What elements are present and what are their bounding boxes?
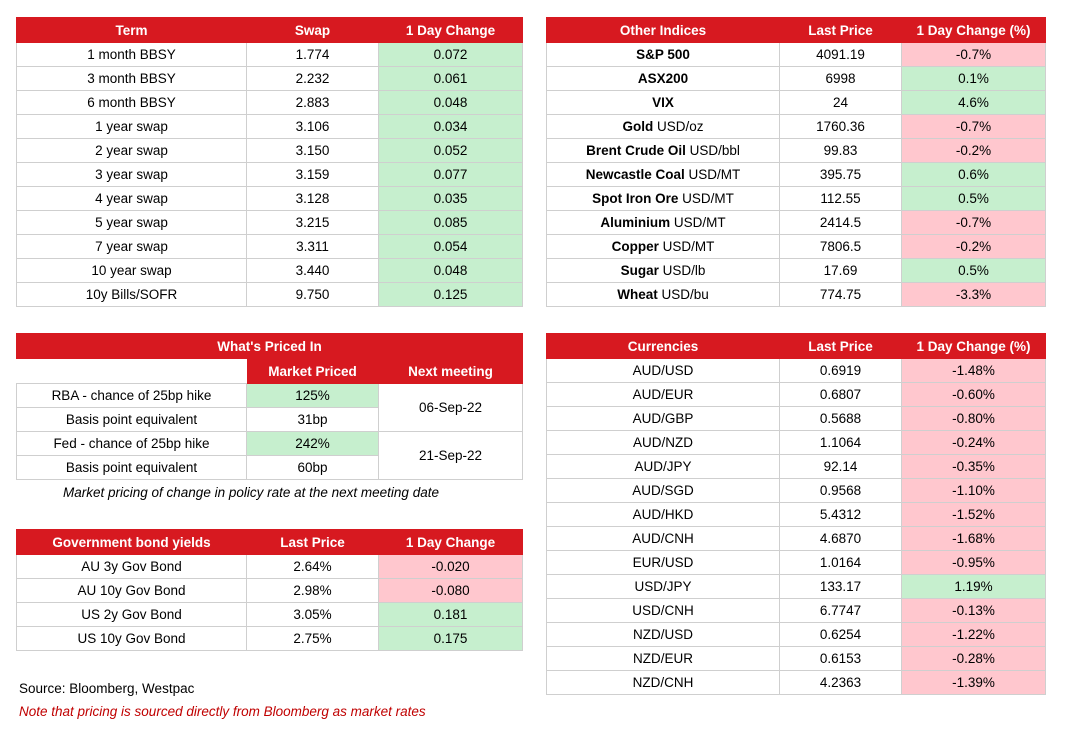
priced-label: RBA - chance of 25bp hike [17, 384, 247, 408]
change-cell: -1.52% [902, 503, 1046, 527]
index-name: VIX [652, 95, 674, 110]
index-name: ASX200 [637, 71, 689, 86]
price-cell: 4091.19 [780, 43, 902, 67]
change-cell: 0.052 [379, 139, 523, 163]
table-row [547, 67, 1046, 91]
change-cell: 0.125 [379, 283, 523, 307]
swap-cell: 2.232 [247, 67, 379, 91]
table-row [17, 115, 523, 139]
currency-pair-cell: USD/CNH [547, 599, 780, 623]
index-unit: USD/lb [658, 263, 706, 278]
header-change: 1 Day Change [379, 530, 523, 555]
next-meeting-date: 06-Sep-22 [379, 384, 523, 432]
change-cell: 0.1% [902, 67, 1046, 91]
header-market-priced: Market Priced [247, 359, 379, 384]
price-cell: 0.6254 [780, 623, 902, 647]
currencies-table [546, 333, 1046, 695]
price-cell: 7806.5 [780, 235, 902, 259]
price-cell: 0.5688 [780, 407, 902, 431]
table-row [547, 163, 1046, 187]
index-name-cell [547, 115, 780, 139]
change-cell: 0.5% [902, 259, 1046, 283]
change-cell: -0.020 [379, 555, 523, 579]
index-name-cell [547, 139, 780, 163]
price-cell: 0.6919 [780, 359, 902, 383]
change-cell: 0.5% [902, 187, 1046, 211]
table-row [17, 67, 523, 91]
index-unit: USD/MT [678, 191, 734, 206]
change-cell: -1.48% [902, 359, 1046, 383]
table-row [547, 383, 1046, 407]
price-cell: 2.75% [247, 627, 379, 651]
table-row [17, 139, 523, 163]
change-cell: -3.3% [902, 283, 1046, 307]
change-cell: 0.181 [379, 603, 523, 627]
swap-cell: 3.311 [247, 235, 379, 259]
price-cell: 4.2363 [780, 671, 902, 695]
header-change: 1 Day Change [379, 18, 523, 43]
change-cell: 0.048 [379, 91, 523, 115]
index-name: Brent Crude Oil [586, 143, 686, 158]
change-cell: -1.68% [902, 527, 1046, 551]
index-name-cell [547, 91, 780, 115]
indices-header-row [547, 18, 1046, 43]
table-row [17, 259, 523, 283]
change-cell: 0.072 [379, 43, 523, 67]
change-cell: 4.6% [902, 91, 1046, 115]
government-bond-yields-table [16, 529, 523, 651]
price-cell: 24 [780, 91, 902, 115]
swap-cell: 2.883 [247, 91, 379, 115]
change-cell: -1.10% [902, 479, 1046, 503]
header-next-meeting: Next meeting [379, 359, 523, 384]
currency-pair-cell: AUD/CNH [547, 527, 780, 551]
index-name-cell [547, 235, 780, 259]
currency-pair-cell: AUD/USD [547, 359, 780, 383]
table-row [547, 259, 1046, 283]
header-last-price: Last Price [780, 18, 902, 43]
table-row [17, 384, 523, 408]
price-cell: 0.9568 [780, 479, 902, 503]
table-row [17, 211, 523, 235]
term-cell: 1 month BBSY [17, 43, 247, 67]
term-cell: 2 year swap [17, 139, 247, 163]
table-row [547, 647, 1046, 671]
bond-name-cell: AU 10y Gov Bond [17, 579, 247, 603]
term-cell: 10y Bills/SOFR [17, 283, 247, 307]
index-name: Newcastle Coal [585, 167, 685, 182]
price-cell: 133.17 [780, 575, 902, 599]
priced-label: Basis point equivalent [17, 408, 247, 432]
term-cell: 1 year swap [17, 115, 247, 139]
table-row [547, 623, 1046, 647]
change-cell: -0.7% [902, 211, 1046, 235]
term-cell: 3 month BBSY [17, 67, 247, 91]
change-cell: -0.2% [902, 139, 1046, 163]
price-cell: 395.75 [780, 163, 902, 187]
header-government-bond-yields: Government bond yields [17, 530, 247, 555]
term-cell: 7 year swap [17, 235, 247, 259]
currency-pair-cell: NZD/USD [547, 623, 780, 647]
table-row [17, 187, 523, 211]
index-name-cell [547, 259, 780, 283]
change-cell: 0.6% [902, 163, 1046, 187]
index-unit: USD/bu [657, 287, 709, 302]
currency-pair-cell: EUR/USD [547, 551, 780, 575]
table-row [547, 479, 1046, 503]
change-cell: -0.13% [902, 599, 1046, 623]
table-row [547, 527, 1046, 551]
table-row [17, 579, 523, 603]
header-last-price: Last Price [780, 334, 902, 359]
priced-value: 125% [247, 384, 379, 408]
price-cell: 4.6870 [780, 527, 902, 551]
header-term: Term [17, 18, 247, 43]
index-name-cell [547, 67, 780, 91]
price-cell: 2.98% [247, 579, 379, 603]
swap-cell: 3.128 [247, 187, 379, 211]
table-row [547, 43, 1046, 67]
swap-cell: 3.150 [247, 139, 379, 163]
table-row [547, 551, 1046, 575]
table-row [547, 139, 1046, 163]
price-cell: 17.69 [780, 259, 902, 283]
table-row [547, 503, 1046, 527]
priced-in-title: What's Priced In [17, 334, 523, 359]
term-cell: 5 year swap [17, 211, 247, 235]
table-row [17, 603, 523, 627]
table-row [17, 555, 523, 579]
currency-pair-cell: USD/JPY [547, 575, 780, 599]
price-cell: 0.6153 [780, 647, 902, 671]
priced-in-caption: Market pricing of change in policy rate at the next meeting date [63, 485, 439, 500]
price-cell: 1760.36 [780, 115, 902, 139]
change-cell: -1.22% [902, 623, 1046, 647]
bonds-header-row [17, 530, 523, 555]
header-currencies: Currencies [547, 334, 780, 359]
change-cell: -0.60% [902, 383, 1046, 407]
other-indices-table [546, 17, 1046, 307]
table-row [17, 163, 523, 187]
price-cell: 1.0164 [780, 551, 902, 575]
price-cell: 99.83 [780, 139, 902, 163]
table-row [17, 43, 523, 67]
pricing-note: Note that pricing is sourced directly from Bloomberg as market rates [19, 704, 426, 719]
header-change-pct: 1 Day Change (%) [902, 334, 1046, 359]
swap-cell: 1.774 [247, 43, 379, 67]
index-name: S&P 500 [636, 47, 690, 62]
currency-pair-cell: AUD/GBP [547, 407, 780, 431]
index-name: Copper [611, 239, 659, 254]
change-cell: -1.39% [902, 671, 1046, 695]
index-name: Wheat [617, 287, 658, 302]
change-cell: 1.19% [902, 575, 1046, 599]
header-other-indices: Other Indices [547, 18, 780, 43]
index-name-cell [547, 283, 780, 307]
term-cell: 10 year swap [17, 259, 247, 283]
index-name-cell [547, 211, 780, 235]
swap-table [16, 17, 523, 307]
currency-pair-cell: AUD/JPY [547, 455, 780, 479]
index-unit: USD/bbl [685, 143, 740, 158]
priced-label: Fed - chance of 25bp hike [17, 432, 247, 456]
index-name: Spot Iron Ore [592, 191, 679, 206]
currency-pair-cell: AUD/SGD [547, 479, 780, 503]
change-cell: -0.2% [902, 235, 1046, 259]
change-cell: -0.28% [902, 647, 1046, 671]
table-row [547, 575, 1046, 599]
price-cell: 6998 [780, 67, 902, 91]
bond-name-cell: AU 3y Gov Bond [17, 555, 247, 579]
index-name: Sugar [620, 263, 659, 278]
term-cell: 6 month BBSY [17, 91, 247, 115]
change-cell: -0.24% [902, 431, 1046, 455]
term-cell: 3 year swap [17, 163, 247, 187]
table-row [17, 283, 523, 307]
change-cell: 0.077 [379, 163, 523, 187]
whats-priced-in-table [16, 333, 523, 480]
index-name-cell [547, 163, 780, 187]
priced-in-blank-header [17, 359, 247, 384]
price-cell: 774.75 [780, 283, 902, 307]
table-row [547, 283, 1046, 307]
change-cell: 0.054 [379, 235, 523, 259]
table-row [547, 359, 1046, 383]
change-cell: 0.085 [379, 211, 523, 235]
change-cell: -0.80% [902, 407, 1046, 431]
table-row [17, 627, 523, 651]
price-cell: 2414.5 [780, 211, 902, 235]
currency-pair-cell: AUD/HKD [547, 503, 780, 527]
table-row [547, 671, 1046, 695]
table-row [17, 235, 523, 259]
change-cell: 0.034 [379, 115, 523, 139]
index-name: Gold [622, 119, 654, 134]
price-cell: 92.14 [780, 455, 902, 479]
source-text: Source: Bloomberg, Westpac [19, 681, 195, 696]
header-change-pct: 1 Day Change (%) [902, 18, 1046, 43]
change-cell: 0.048 [379, 259, 523, 283]
index-unit: USD/MT [658, 239, 715, 254]
table-row [547, 431, 1046, 455]
priced-value: 242% [247, 432, 379, 456]
priced-value: 31bp [247, 408, 379, 432]
next-meeting-date: 21-Sep-22 [379, 432, 523, 480]
table-row [547, 455, 1046, 479]
priced-label: Basis point equivalent [17, 456, 247, 480]
price-cell: 112.55 [780, 187, 902, 211]
swap-cell: 3.215 [247, 211, 379, 235]
table-row [547, 187, 1046, 211]
price-cell: 3.05% [247, 603, 379, 627]
change-cell: -0.95% [902, 551, 1046, 575]
table-row [547, 211, 1046, 235]
change-cell: -0.7% [902, 115, 1046, 139]
index-unit: USD/MT [670, 215, 726, 230]
change-cell: 0.175 [379, 627, 523, 651]
table-row [547, 115, 1046, 139]
table-row [547, 407, 1046, 431]
swap-cell: 3.106 [247, 115, 379, 139]
priced-value: 60bp [247, 456, 379, 480]
currencies-header-row [547, 334, 1046, 359]
change-cell: -0.080 [379, 579, 523, 603]
price-cell: 6.7747 [780, 599, 902, 623]
currency-pair-cell: NZD/EUR [547, 647, 780, 671]
table-row [547, 235, 1046, 259]
table-row [547, 91, 1046, 115]
currency-pair-cell: AUD/NZD [547, 431, 780, 455]
currency-pair-cell: NZD/CNH [547, 671, 780, 695]
index-name-cell [547, 187, 780, 211]
price-cell: 1.1064 [780, 431, 902, 455]
change-cell: -0.35% [902, 455, 1046, 479]
table-row [17, 432, 523, 456]
table-row [17, 91, 523, 115]
index-unit: USD/MT [684, 167, 741, 182]
price-cell: 0.6807 [780, 383, 902, 407]
swap-cell: 3.159 [247, 163, 379, 187]
change-cell: -0.7% [902, 43, 1046, 67]
swap-cell: 3.440 [247, 259, 379, 283]
header-last-price: Last Price [247, 530, 379, 555]
bond-name-cell: US 10y Gov Bond [17, 627, 247, 651]
change-cell: 0.061 [379, 67, 523, 91]
swap-cell: 9.750 [247, 283, 379, 307]
price-cell: 2.64% [247, 555, 379, 579]
change-cell: 0.035 [379, 187, 523, 211]
term-cell: 4 year swap [17, 187, 247, 211]
currency-pair-cell: AUD/EUR [547, 383, 780, 407]
header-swap: Swap [247, 18, 379, 43]
bond-name-cell: US 2y Gov Bond [17, 603, 247, 627]
index-name-cell [547, 43, 780, 67]
swap-header-row [17, 18, 523, 43]
index-unit: USD/oz [653, 119, 704, 134]
price-cell: 5.4312 [780, 503, 902, 527]
table-row [547, 599, 1046, 623]
index-name: Aluminium [600, 215, 671, 230]
